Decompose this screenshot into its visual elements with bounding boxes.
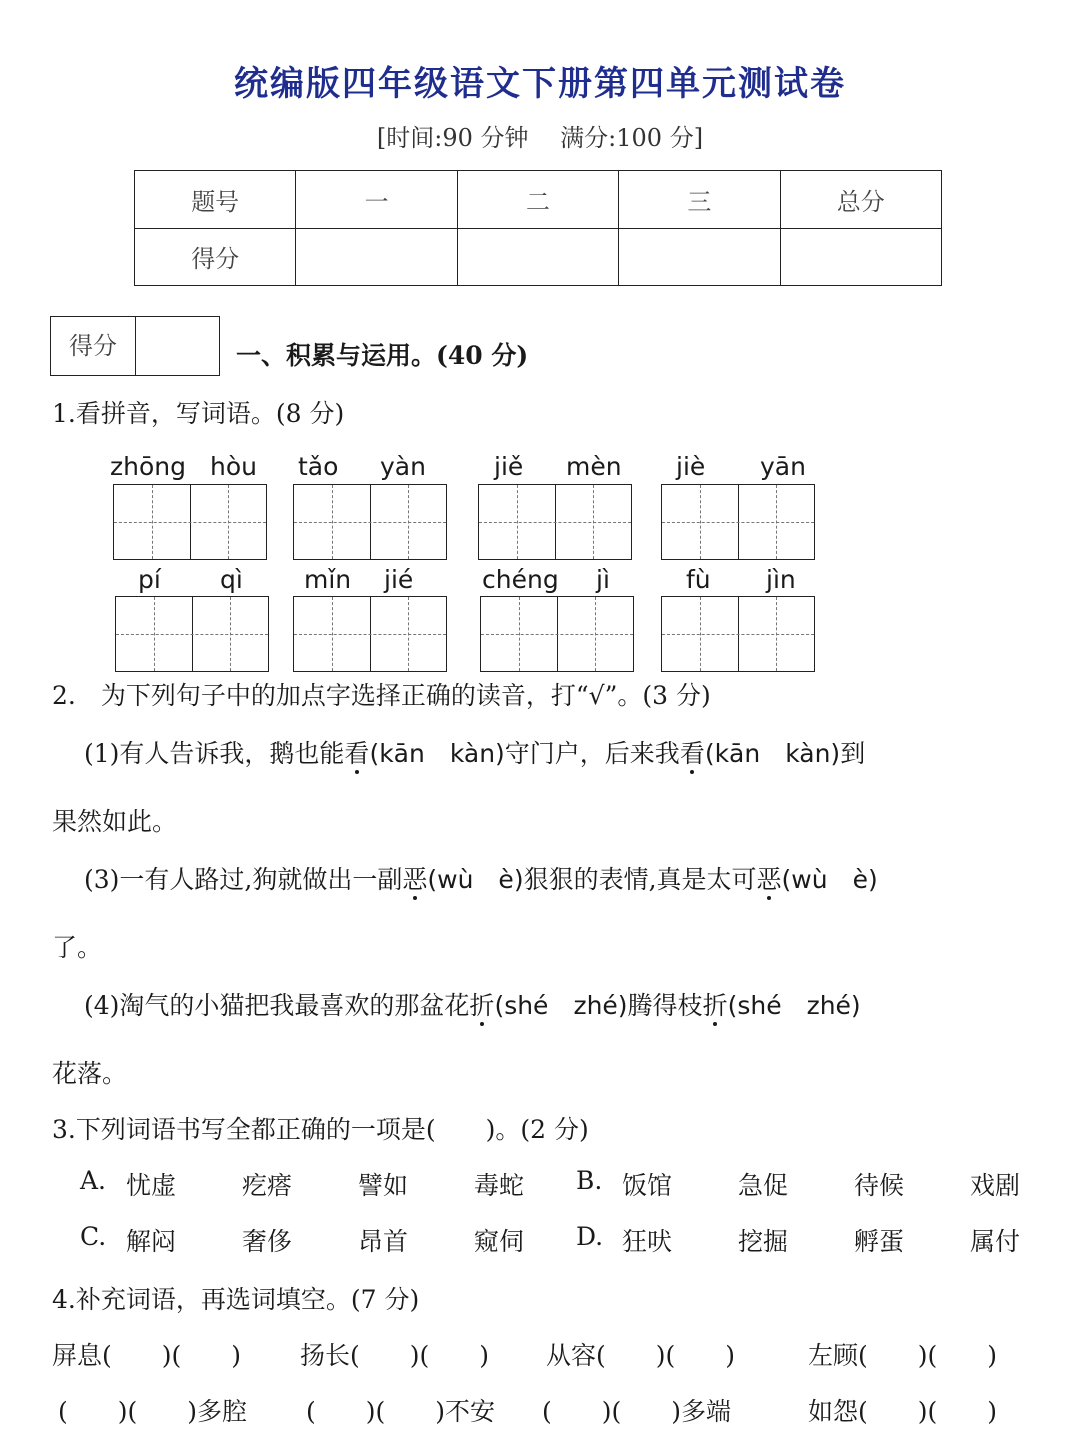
score-table [134,170,942,286]
exam-info: [时间:90 分钟 满分:100 分] [376,124,704,152]
sentence-text: (3)一有人路过,狗就做出一副 [84,865,403,894]
table-cell: 总分 [780,171,941,229]
writing-grid[interactable] [293,596,447,672]
sentence-text: (1)有人告诉我，鹅也能 [84,739,345,768]
sentence-text: (4)淘气的小猫把我最喜欢的那盆花 [84,991,470,1020]
table-row [135,228,942,286]
score-blank[interactable] [457,228,618,286]
option-word: 譬如 [358,1171,409,1200]
option-word: 属付 [970,1227,1021,1256]
option-word: 待候 [854,1171,905,1200]
fill-in-phrase[interactable]: ( )( )不安 [306,1397,496,1426]
fill-in-phrase[interactable]: 左顾( )( ) [808,1341,998,1370]
pinyin: jìn [766,565,796,594]
option-word: 昂首 [358,1227,409,1256]
pinyin: jiè [676,452,706,481]
pinyin: mǐn [304,565,352,594]
dotted-char: 恶 [756,865,782,894]
pinyin: chéng [482,565,559,594]
writing-grid[interactable] [480,596,634,672]
writing-grid[interactable] [478,484,632,560]
pinyin: mèn [566,452,622,481]
option-word: 饭馆 [622,1171,673,1200]
sentence-1 [84,734,865,770]
pinyin: jiě [494,452,524,481]
sentence-text: 到 [840,739,866,768]
sentence-text: 了。 [52,933,103,962]
question-2: 2. 为下列句子中的加点字选择正确的读音，打“√”。(3 分) [52,681,711,710]
option-word: 疙瘩 [242,1171,293,1200]
option-word: 狂吠 [622,1227,673,1256]
score-blank[interactable] [296,228,457,286]
pinyin-choice[interactable]: (shé zhé) [727,991,861,1020]
question-3: 3.下列词语书写全都正确的一项是( )。(2 分) [52,1115,589,1144]
dotted-char: 看 [679,739,705,768]
option-letter[interactable]: D. [576,1222,604,1251]
pinyin-choice[interactable]: (wù è) [781,865,878,894]
option-letter[interactable]: C. [80,1222,107,1251]
option-word: 戏剧 [970,1171,1021,1200]
pinyin: pí [138,565,161,594]
fill-in-phrase[interactable]: ( )( )多腔 [58,1397,248,1426]
table-cell: 题号 [135,171,296,229]
question-4: 4.补充词语，再选词填空。(7 分) [52,1285,420,1314]
sentence-text: 狠狠的表情,真是太可 [523,865,757,894]
pinyin: jì [596,565,610,594]
option-word: 毒蛇 [474,1171,525,1200]
pinyin: hòu [210,452,257,481]
section-heading: 一、积累与运用。(40 分) [236,341,529,370]
sentence-text: 守门户，后来我 [504,739,680,768]
option-word: 奢侈 [242,1227,293,1256]
fill-in-phrase[interactable]: 从容( )( ) [546,1341,736,1370]
pinyin: zhōng [110,452,186,481]
option-word: 孵蛋 [854,1227,905,1256]
writing-grid[interactable] [661,484,815,560]
table-cell: 二 [457,171,618,229]
option-word: 挖掘 [738,1227,789,1256]
writing-grid[interactable] [115,596,269,672]
option-letter[interactable]: A. [80,1166,107,1195]
pinyin-choice[interactable]: (kān kàn) [704,739,841,768]
pinyin: fù [686,565,711,594]
fill-in-phrase[interactable]: ( )( )多端 [542,1397,732,1426]
pinyin-choice[interactable]: (wù è) [427,865,524,894]
writing-grid[interactable] [113,484,267,560]
sentence-text: 果然如此。 [52,807,178,836]
pinyin-choice[interactable]: (kān kàn) [369,739,505,768]
fill-in-phrase[interactable]: 如怨( )( ) [808,1397,998,1426]
pinyin: yàn [380,452,426,481]
sentence-4 [84,986,861,1022]
writing-grid[interactable] [293,484,447,560]
table-row [135,171,942,229]
option-word: 解闷 [126,1227,177,1256]
option-word: 急促 [738,1171,789,1200]
table-cell: 三 [619,171,780,229]
pinyin: jié [384,565,414,594]
dotted-char: 折 [469,991,495,1020]
option-letter[interactable]: B. [576,1166,603,1195]
writing-grid[interactable] [661,596,815,672]
dotted-char: 恶 [402,865,428,894]
fill-in-phrase[interactable]: 屏息( )( ) [52,1341,242,1370]
table-cell: 一 [296,171,457,229]
option-word: 忧虚 [126,1171,177,1200]
page-title: 统编版四年级语文下册第四单元测试卷 [234,64,846,104]
score-blank[interactable] [780,228,941,286]
pinyin-choice[interactable]: (shé zhé) [494,991,628,1020]
pinyin: tǎo [298,452,339,481]
section-score-box [50,316,220,376]
pinyin: qì [220,565,243,594]
section-score-label: 得分 [51,317,136,375]
fill-in-phrase[interactable]: 扬长( )( ) [300,1341,490,1370]
score-blank[interactable] [619,228,780,286]
pinyin: yān [760,452,806,481]
option-word: 窥伺 [474,1227,525,1256]
dotted-char: 看 [344,739,370,768]
question-1: 1.看拼音，写词语。(8 分) [52,399,345,428]
sentence-text: 花落。 [52,1059,128,1088]
sentence-3 [84,860,878,896]
dotted-char: 折 [702,991,728,1020]
sentence-text: 腾得枝 [627,991,703,1020]
table-cell: 得分 [135,228,296,286]
